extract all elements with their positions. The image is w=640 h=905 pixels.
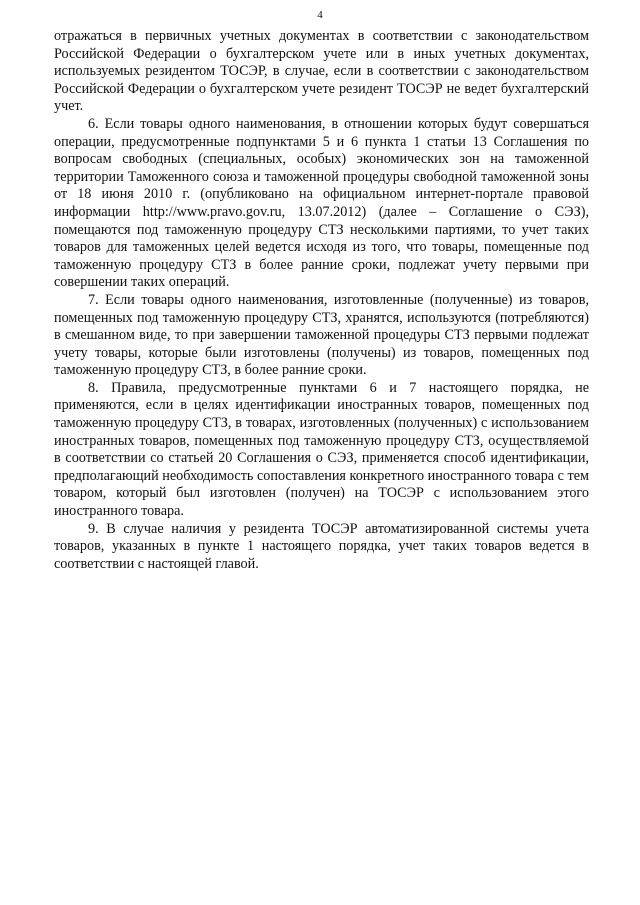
paragraph-7: 7. Если товары одного наименования, изготовленные (полученные) из товаров, помещенных под таможенную процедуру СТЗ, хранятся, используются (потребляются) в смешанном виде, то при завершении таможенной процедуры СТЗ первыми подлежат учету товары, которые были изготовлены (получены) из товаров, помещенных под таможенную процедуру СТЗ, в более ранние сроки.: [54, 291, 589, 379]
paragraph-6: 6. Если товары одного наименования, в отношении которых будут совершаться операции, предусмотренные подпунктами 5 и 6 пункта 1 статьи 13 Соглашения по вопросам свободных (специальных, особых) экономических зон на таможенной территории Таможенного союза и таможенной процедуры свободной таможенной зоны от 18 июня 2010 г. (опубликовано на официальном интернет-портале правовой информации http://www.pravo.gov.ru, 13.07.2012) (далее – Соглашение о СЭЗ), помещаются под таможенную процедуру СТЗ несколькими партиями, то учет таких товаров для таможенных целей ведется исходя из того, что товары, помещенные под таможенную процедуру СТЗ в более ранние сроки, подлежат учету первыми при совершении таких операций.: [54, 115, 589, 291]
document-body: [54, 28, 589, 573]
page-number: 4: [317, 9, 323, 21]
paragraph-8: 8. Правила, предусмотренные пунктами 6 и 7 настоящего порядка, не применяются, если в целях идентификации иностранных товаров, помещенных под таможенную процедуру СТЗ, в товарах, изготовленных (полученных) с использованием иностранных товаров, помещенных под таможенную процедуру СТЗ, осуществляемой в соответствии со статьей 20 Соглашения о СЭЗ, применяется способ идентификации, предполагающий необходимость сопоставления конкретного иностранного товара с тем товаром, который был изготовлен (получен) на ТОСЭР с использованием этого иностранного товара.: [54, 379, 589, 520]
paragraph-continued: отражаться в первичных учетных документах в соответствии с законодательством Российской Федерации о бухгалтерском учете или в иных учетных документах, используемых резидентом ТОСЭР, в случае, если в соответствии с законодательством Российской Федерации о бухгалтерском учете резидент ТОСЭР не ведет бухгалтерский учет.: [54, 28, 589, 115]
paragraph-9: 9. В случае наличия у резидента ТОСЭР автоматизированной системы учета товаров, указанных в пункте 1 настоящего порядка, учет таких товаров ведется в соответствии с настоящей главой.: [54, 520, 589, 572]
